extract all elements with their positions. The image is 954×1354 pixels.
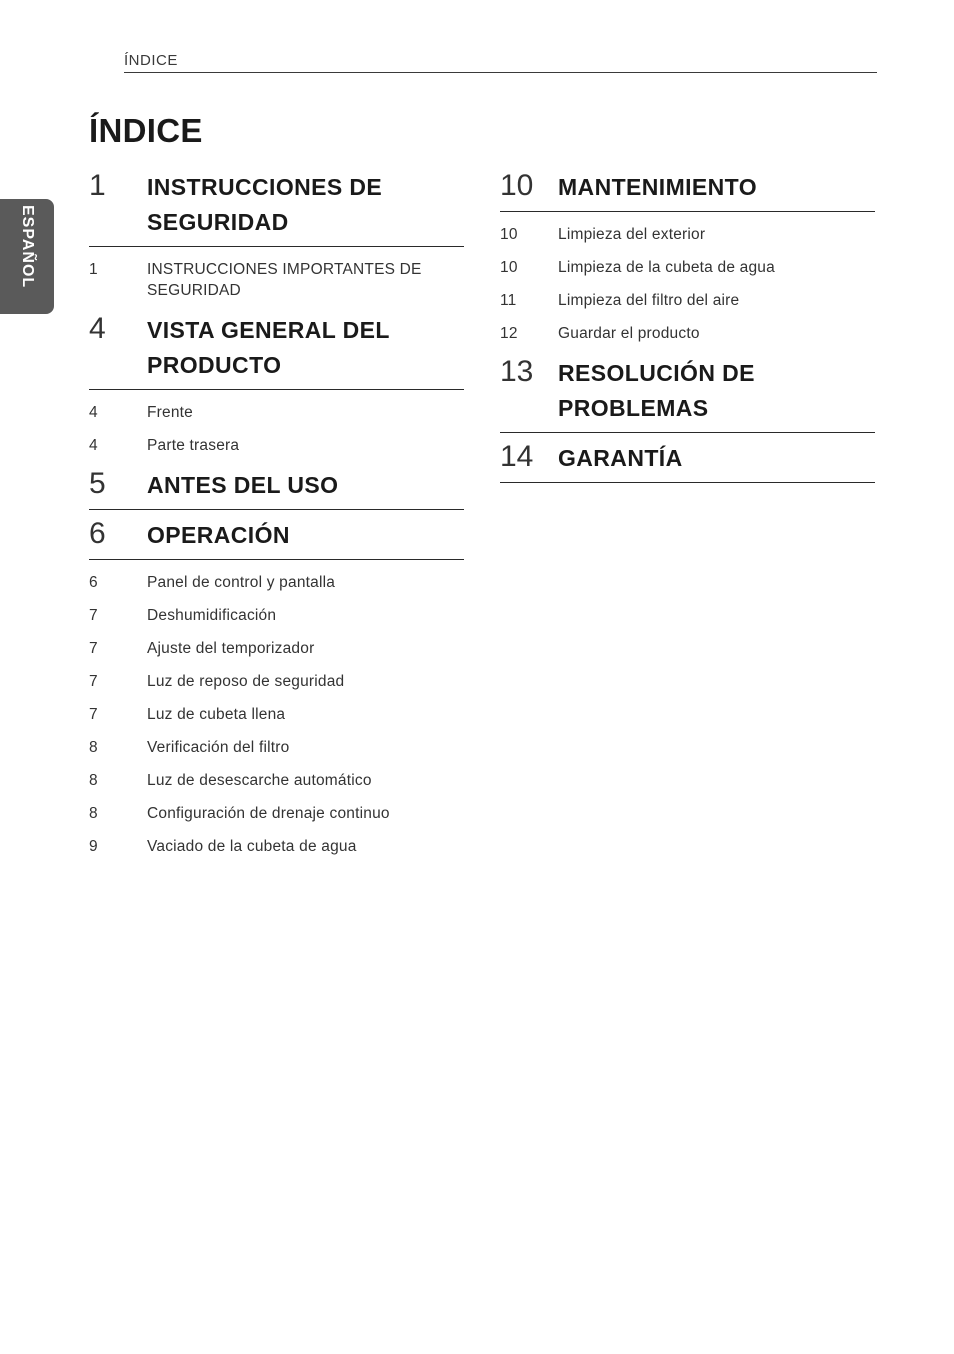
toc-item-label: Panel de control y pantalla [147, 574, 336, 591]
toc-item-page: 7 [89, 640, 98, 657]
toc-item[interactable] [89, 797, 464, 830]
toc-item-page: 11 [500, 292, 517, 309]
toc-section-title: INSTRUCCIONES DE SEGURIDAD [147, 174, 383, 235]
toc-section-title: ANTES DEL USO [147, 472, 339, 498]
toc-item[interactable] [89, 665, 464, 698]
toc-section-heading[interactable] [89, 516, 464, 553]
toc-section-number: 13 [500, 355, 534, 388]
toc-section-heading[interactable] [89, 311, 464, 383]
toc-item-page: 7 [89, 673, 98, 690]
toc-item-label: Deshumidificación [147, 607, 277, 624]
toc-item-label: Limpieza del filtro del aire [558, 292, 740, 309]
toc-item-page: 8 [89, 805, 98, 822]
toc-column-left [89, 168, 464, 867]
toc-section-title: VISTA GENERAL DEL PRODUCTO [147, 317, 390, 378]
toc-item-list [89, 390, 464, 466]
toc-item[interactable] [500, 284, 875, 317]
toc-item-list [500, 212, 875, 354]
toc-item[interactable] [89, 253, 464, 307]
toc-item-label: Vaciado de la cubeta de agua [147, 838, 357, 855]
toc-item-page: 1 [89, 261, 98, 278]
toc-item-label: Luz de reposo de seguridad [147, 673, 345, 690]
toc-section-title: GARANTÍA [558, 445, 683, 471]
toc-section [500, 168, 875, 212]
toc-item[interactable] [500, 218, 875, 251]
toc-section-number: 5 [89, 467, 106, 500]
toc-section-heading[interactable] [500, 168, 875, 205]
toc-item[interactable] [89, 566, 464, 599]
toc-item[interactable] [500, 251, 875, 284]
toc-section-title: RESOLUCIÓN DE PROBLEMAS [558, 360, 755, 421]
language-tab-label: ESPAÑOL [19, 205, 36, 289]
toc-item-list [89, 560, 464, 867]
running-header: ÍNDICE [124, 52, 877, 73]
toc-section-title: MANTENIMIENTO [558, 174, 757, 200]
toc-item-page: 4 [89, 437, 98, 454]
toc-section-heading[interactable] [500, 439, 875, 476]
toc-section-title: OPERACIÓN [147, 522, 290, 548]
toc-item-page: 12 [500, 325, 518, 342]
toc-item[interactable] [89, 731, 464, 764]
toc-item-label: Configuración de drenaje continuo [147, 805, 390, 822]
toc-item[interactable] [500, 317, 875, 350]
toc-item-label: Limpieza del exterior [558, 226, 706, 243]
toc-item-page: 6 [89, 574, 98, 591]
toc-section [89, 516, 464, 560]
toc-column-right [500, 168, 875, 489]
page-title: ÍNDICE [89, 112, 203, 149]
toc-item-label: Luz de cubeta llena [147, 706, 286, 723]
toc-section-heading[interactable] [500, 354, 875, 426]
toc-section [89, 311, 464, 390]
toc-section-number: 1 [89, 169, 106, 202]
toc-item[interactable] [89, 429, 464, 462]
toc-item-page: 10 [500, 226, 518, 243]
toc-item[interactable] [89, 764, 464, 797]
toc-item-label: Verificación del filtro [147, 739, 290, 756]
toc-item-page: 9 [89, 838, 98, 855]
toc-section-heading[interactable] [89, 466, 464, 503]
toc-section [89, 466, 464, 510]
toc-item[interactable] [89, 632, 464, 665]
toc-item-label: Limpieza de la cubeta de agua [558, 259, 775, 276]
toc-section-heading[interactable] [89, 168, 464, 240]
toc-section-number: 14 [500, 440, 534, 473]
toc-item[interactable] [89, 830, 464, 863]
toc-item-label: Guardar el producto [558, 325, 700, 342]
toc-section [500, 354, 875, 433]
toc-item-list [89, 247, 464, 311]
toc-item-page: 8 [89, 772, 98, 789]
toc-section [500, 439, 875, 483]
toc-item-page: 8 [89, 739, 98, 756]
toc-item-page: 7 [89, 607, 98, 624]
language-tab [0, 199, 54, 314]
toc-section [89, 168, 464, 247]
toc-item-label: Frente [147, 404, 193, 421]
section-spacer [500, 483, 875, 489]
toc-item[interactable] [89, 599, 464, 632]
toc-section-number: 10 [500, 169, 534, 202]
toc-item-label: Parte trasera [147, 437, 240, 454]
toc-item[interactable] [89, 698, 464, 731]
toc-item-page: 4 [89, 404, 98, 421]
toc-item-page: 10 [500, 259, 518, 276]
toc-item[interactable] [89, 396, 464, 429]
toc-item-page: 7 [89, 706, 98, 723]
toc-item-label: INSTRUCCIONES IMPORTANTES DE SEGURIDAD [147, 261, 422, 299]
toc-section-number: 4 [89, 312, 106, 345]
toc-item-label: Ajuste del temporizador [147, 640, 315, 657]
toc-section-number: 6 [89, 517, 106, 550]
toc-item-label: Luz de desescarche automático [147, 772, 372, 789]
